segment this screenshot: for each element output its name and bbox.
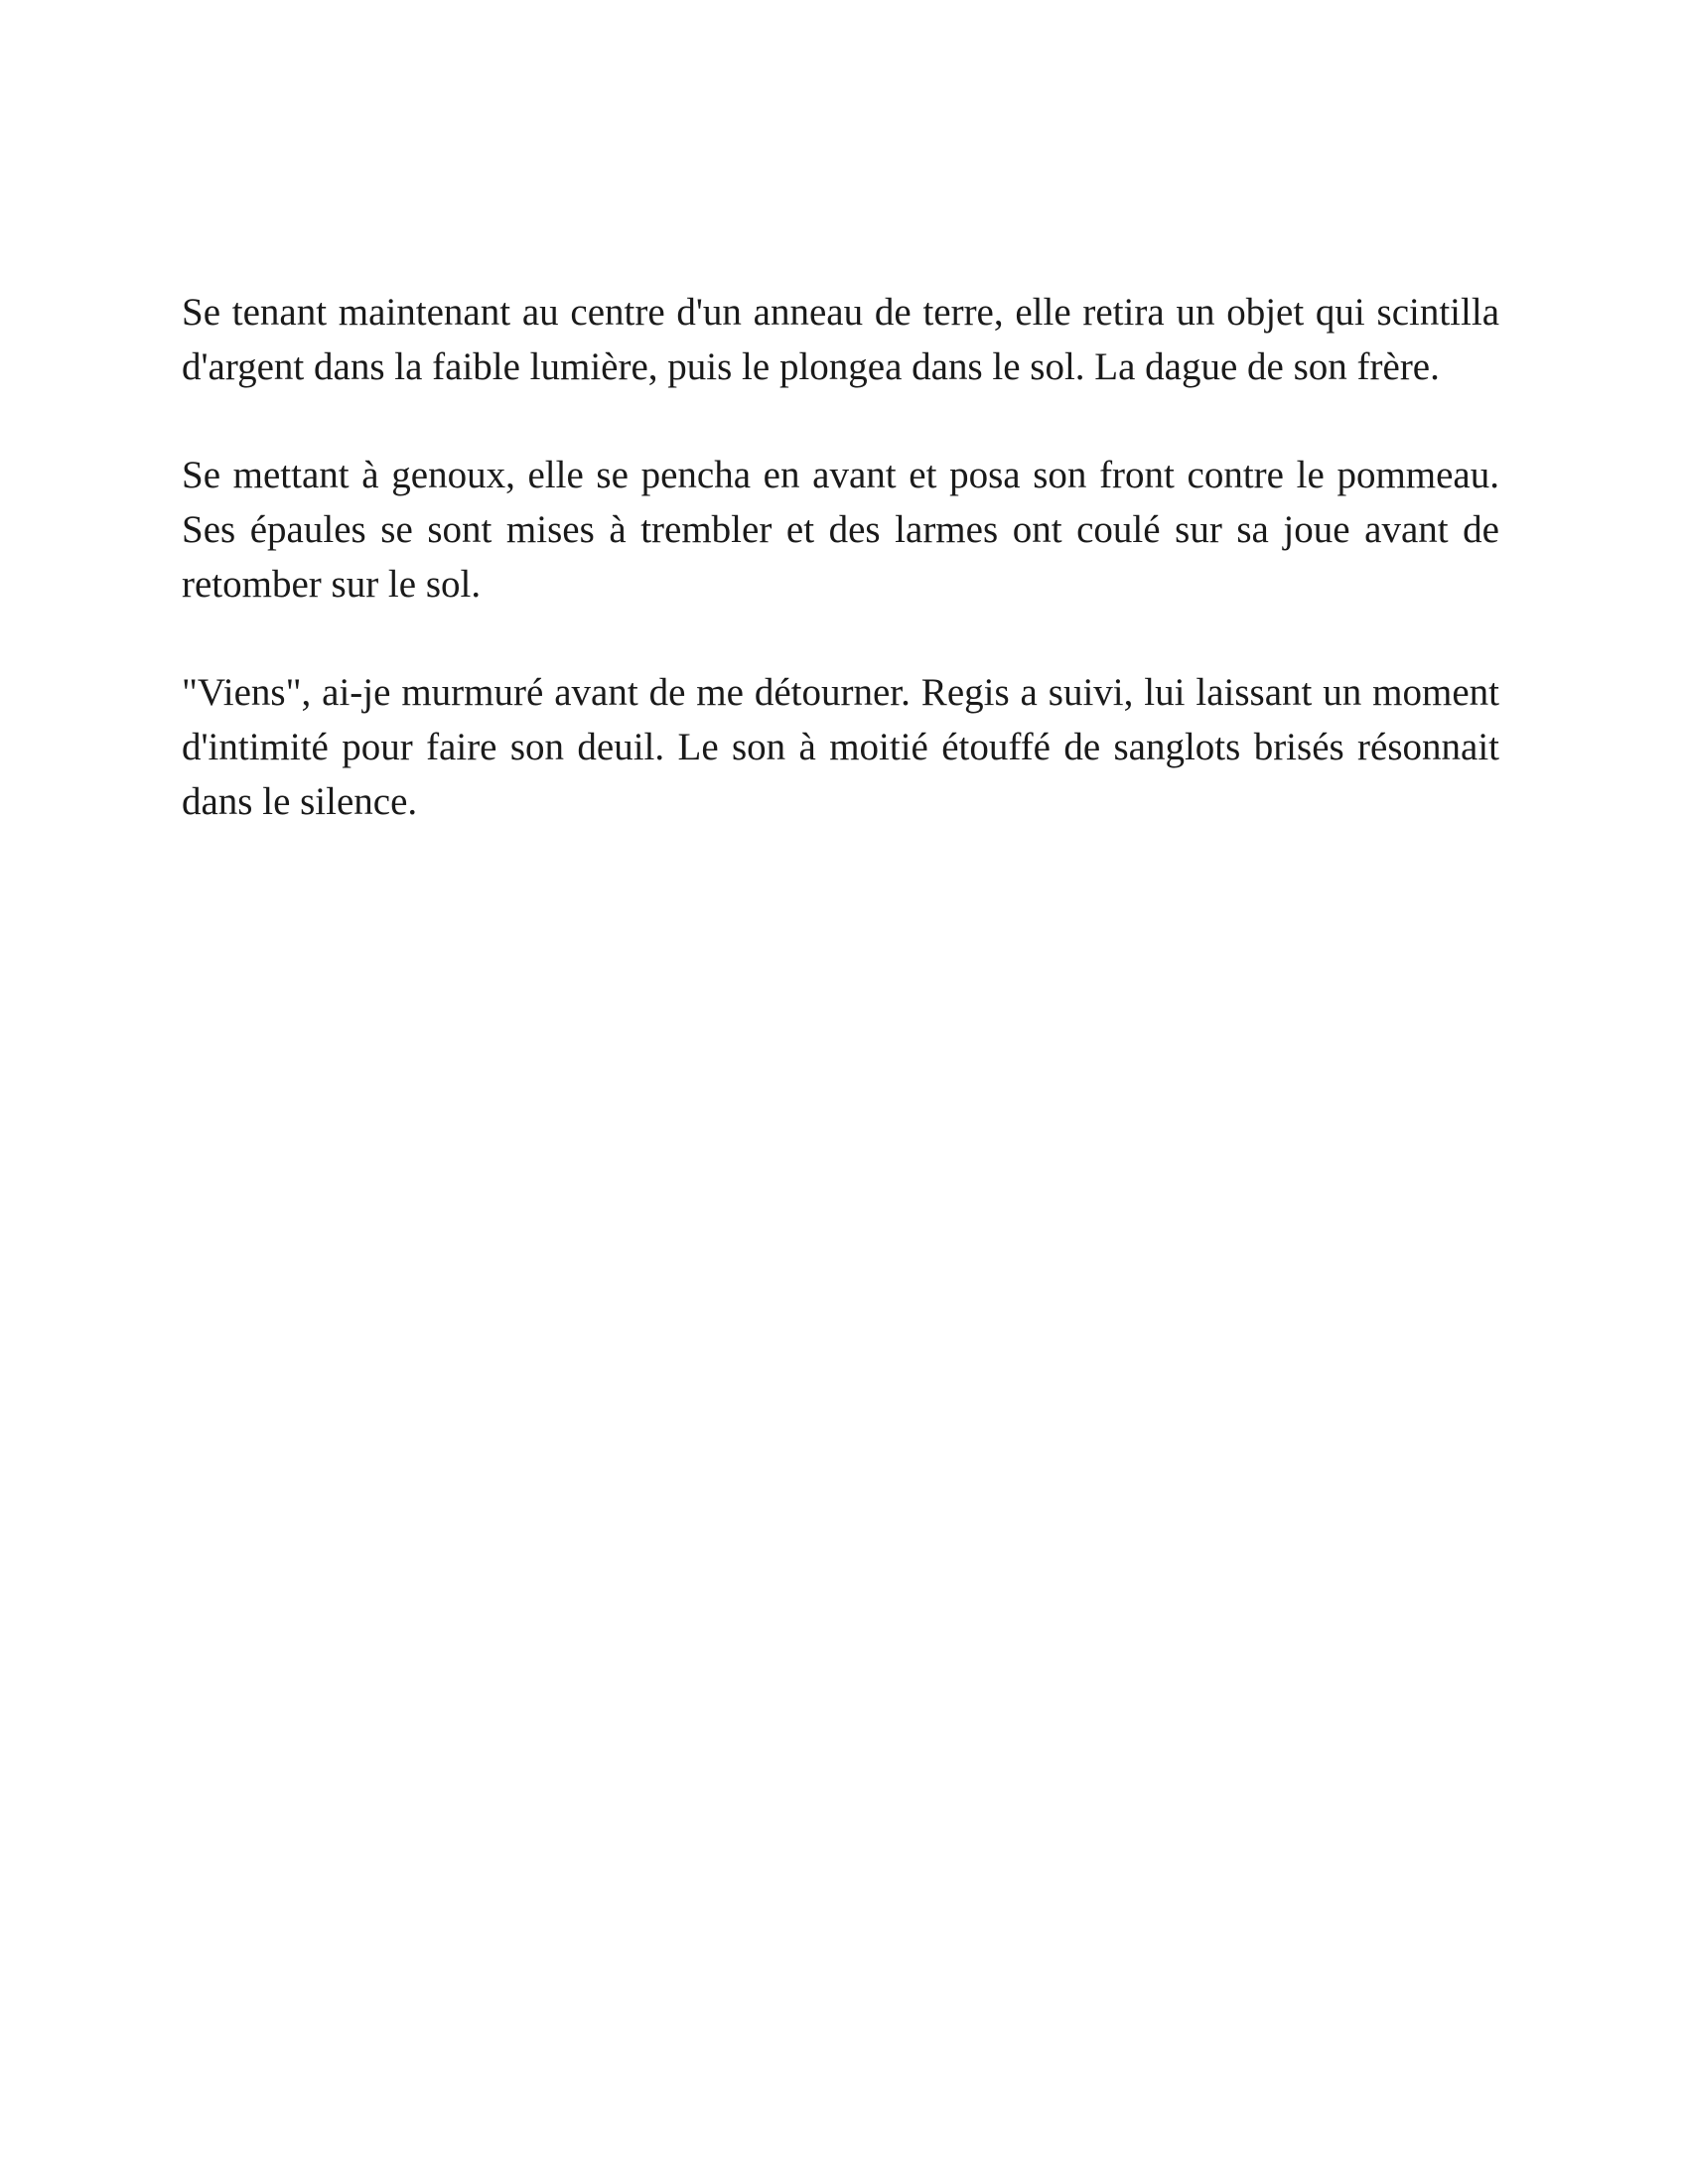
document-body xyxy=(182,285,1499,883)
paragraph: "Viens", ai-je murmuré avant de me détourner. Regis a suivi, lui laissant un moment d'intimité pour faire son deuil. Le son à moitié étouffé de sanglots brisés résonnait dans le silence. xyxy=(182,671,1499,823)
paragraph: Se tenant maintenant au centre d'un anneau de terre, elle retira un objet qui scintilla d'argent dans la faible lumière, puis le plongea dans le sol. La dague de son frère. xyxy=(182,291,1499,388)
paragraph: Se mettant à genoux, elle se pencha en avant et posa son front contre le pommeau. Ses épaules se sont mises à trembler et des larmes ont coulé sur sa joue avant de retomber sur le sol. xyxy=(182,454,1499,606)
